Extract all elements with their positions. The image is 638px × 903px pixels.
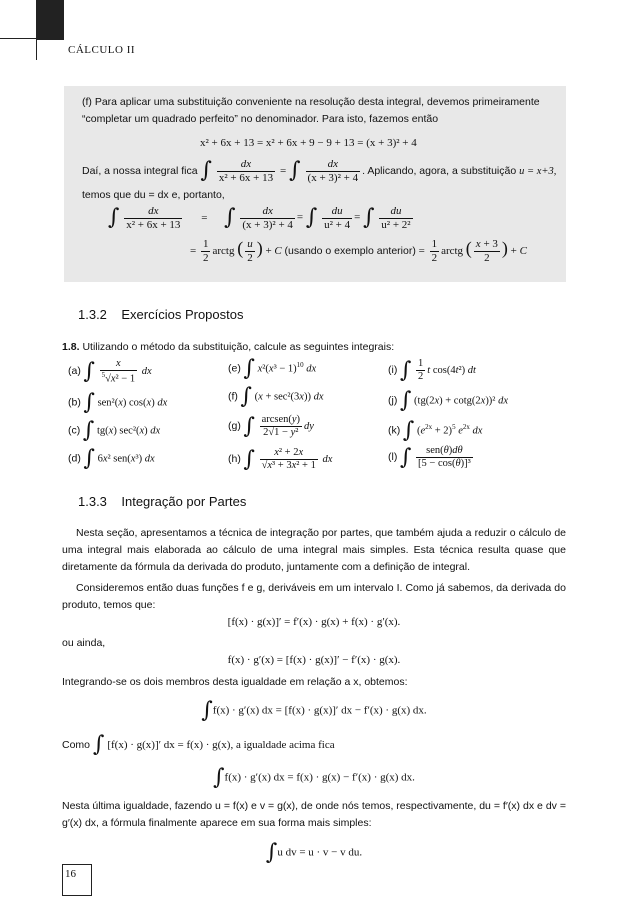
equation-b: f(x) · g′(x) = [f(x) · g(x)]′ − f′(x) · g(x). (227, 654, 401, 666)
page-number-box (62, 864, 92, 896)
section-heading-2: 1.3.3 Integração por Partes (78, 494, 247, 509)
exercise-item-c: (c) ∫ tg(x) sec²(x) dx (68, 418, 161, 443)
exercise-item-h: (h) ∫ $\frac{\text{x² + 2x}}{\text{√x³ + 3x² + 1}}$ dx (228, 446, 333, 472)
equation-d: ∫f(x) · g′(x) dx = f(x) · g(x) − f′(x) · g(x) dx. (213, 765, 415, 790)
exercise-item-i: (i) ∫ $\frac{1}{2}$ t cos(4t²) dt (388, 357, 476, 383)
box-equation-3: = $\frac{1}{2}$ arctg ( $\frac{u}{2}$ ) + C (usando o exemplo anterior) = $\frac{1}{2}$ arctg ( $\frac{x + 3}{2}$ ) + C (190, 238, 527, 264)
exercise-item-l: (l) ∫ $\frac{\text{sen(θ)dθ}}{\text{[5 − cos(θ)]³}}$ (388, 444, 471, 470)
page-number: 16 (65, 868, 76, 880)
paragraph-1: Nesta seção, apresentamos a técnica de integração por partes, que também ajuda a reduzir o cálculo de uma integral mais elaborada ao cálculo de uma integral mais simples. Esta técnica resulta quase que diretamente da fórmula da derivada do produto, juntamente com a definição de integral. (62, 527, 566, 573)
header-corner-box (0, 0, 64, 60)
exercise-statement: 1.8. Utilizando o método da substituição, calcule as seguintes integrais: (62, 341, 395, 353)
box-line-3: Daí, a nossa integral fica ∫ $\frac{dx}{\text{x² + 6x + 13}}$ = ∫ $\frac{dx}{\text{(x + 3)² + 4}}$ . Aplicando, agora, a substituição u = x+3, (82, 158, 557, 184)
paragraph-5: Como ∫ [f(x) · g(x)]′ dx = f(x) · g(x), a igualdade acima fica (62, 732, 335, 757)
paragraph-6: Nesta última igualdade, fazendo u = f(x) e v = g(x), de onde nós temos, respectivamente, du = f′(x) dx e dv = g′(x) dx, a fórmula finalmente aparece em sua forma mais simples: (62, 800, 566, 829)
box-line-4: temos que du = dx e, portanto, (82, 189, 225, 201)
section-heading-1: 1.3.2 Exercícios Propostos (78, 307, 244, 322)
exercise-item-k: (k) ∫ $(e^{2x} + 2)^5$ $e^{2x}$ dx (388, 418, 483, 443)
exercise-item-e: (e) ∫ $x^2(x^3 - 1)^{10}$ dx (228, 356, 317, 381)
box-equation-1: x² + 6x + 13 = x² + 6x + 9 − 9 + 13 = (x + 3)² + 4 (200, 137, 417, 149)
box-line-1: (f) Para aplicar uma substituição conveniente na resolução desta integral, devemos primeiramente (82, 96, 540, 108)
exercise-item-b: (b) ∫ sen²(x) cos(x) dx (68, 390, 168, 415)
equation-c: ∫f(x) · g′(x) dx = [f(x) · g(x)]′ dx − f′(x) · g(x) dx. (201, 698, 427, 723)
exercise-item-d: (d) ∫ 6x² sen(x³) dx (68, 446, 155, 471)
exercise-item-f: (f) ∫ (x + sec²(3x)) dx (228, 384, 324, 409)
paragraph-3: ou ainda, (62, 637, 106, 649)
exercise-item-g: (g) ∫ $\frac{\text{arcsen(y)}}{\text{2√1 − y²}}$ dy (228, 413, 314, 439)
equation-a: [f(x) · g(x)]′ = f′(x) · g(x) + f(x) · g′(x). (227, 616, 401, 628)
box-equation-2: ∫ $\frac{dx}{\text{x² + 6x + 13}}$ = ∫ $\frac{dx}{\text{(x + 3)² + 4}}$ = ∫ $\frac{du}{\text{u² + 4}}$ = ∫ $\frac{du}{\text{u² + 2²}}$ (108, 205, 411, 231)
running-header: CÁLCULO II (68, 44, 136, 56)
paragraph-4: Integrando-se os dois membros desta igualdade em relação a x, obtemos: (62, 676, 408, 688)
box-line-2: “completar um quadrado perfeito” no denominador. Para isto, fazemos então (82, 113, 439, 125)
exercise-item-a: (a) ∫ $\frac{x}{^5√x^2 - 1}$ dx (68, 358, 152, 385)
equation-e: ∫u dv = u · v − v du. (265, 840, 363, 865)
exercise-item-j: (j) ∫ (tg(2x) + cotg(2x))² dx (388, 388, 509, 413)
paragraph-2: Consideremos então duas funções f e g, deriváveis em um intervalo I. Como já sabemos, da derivada do produto, temos que: (62, 582, 566, 611)
